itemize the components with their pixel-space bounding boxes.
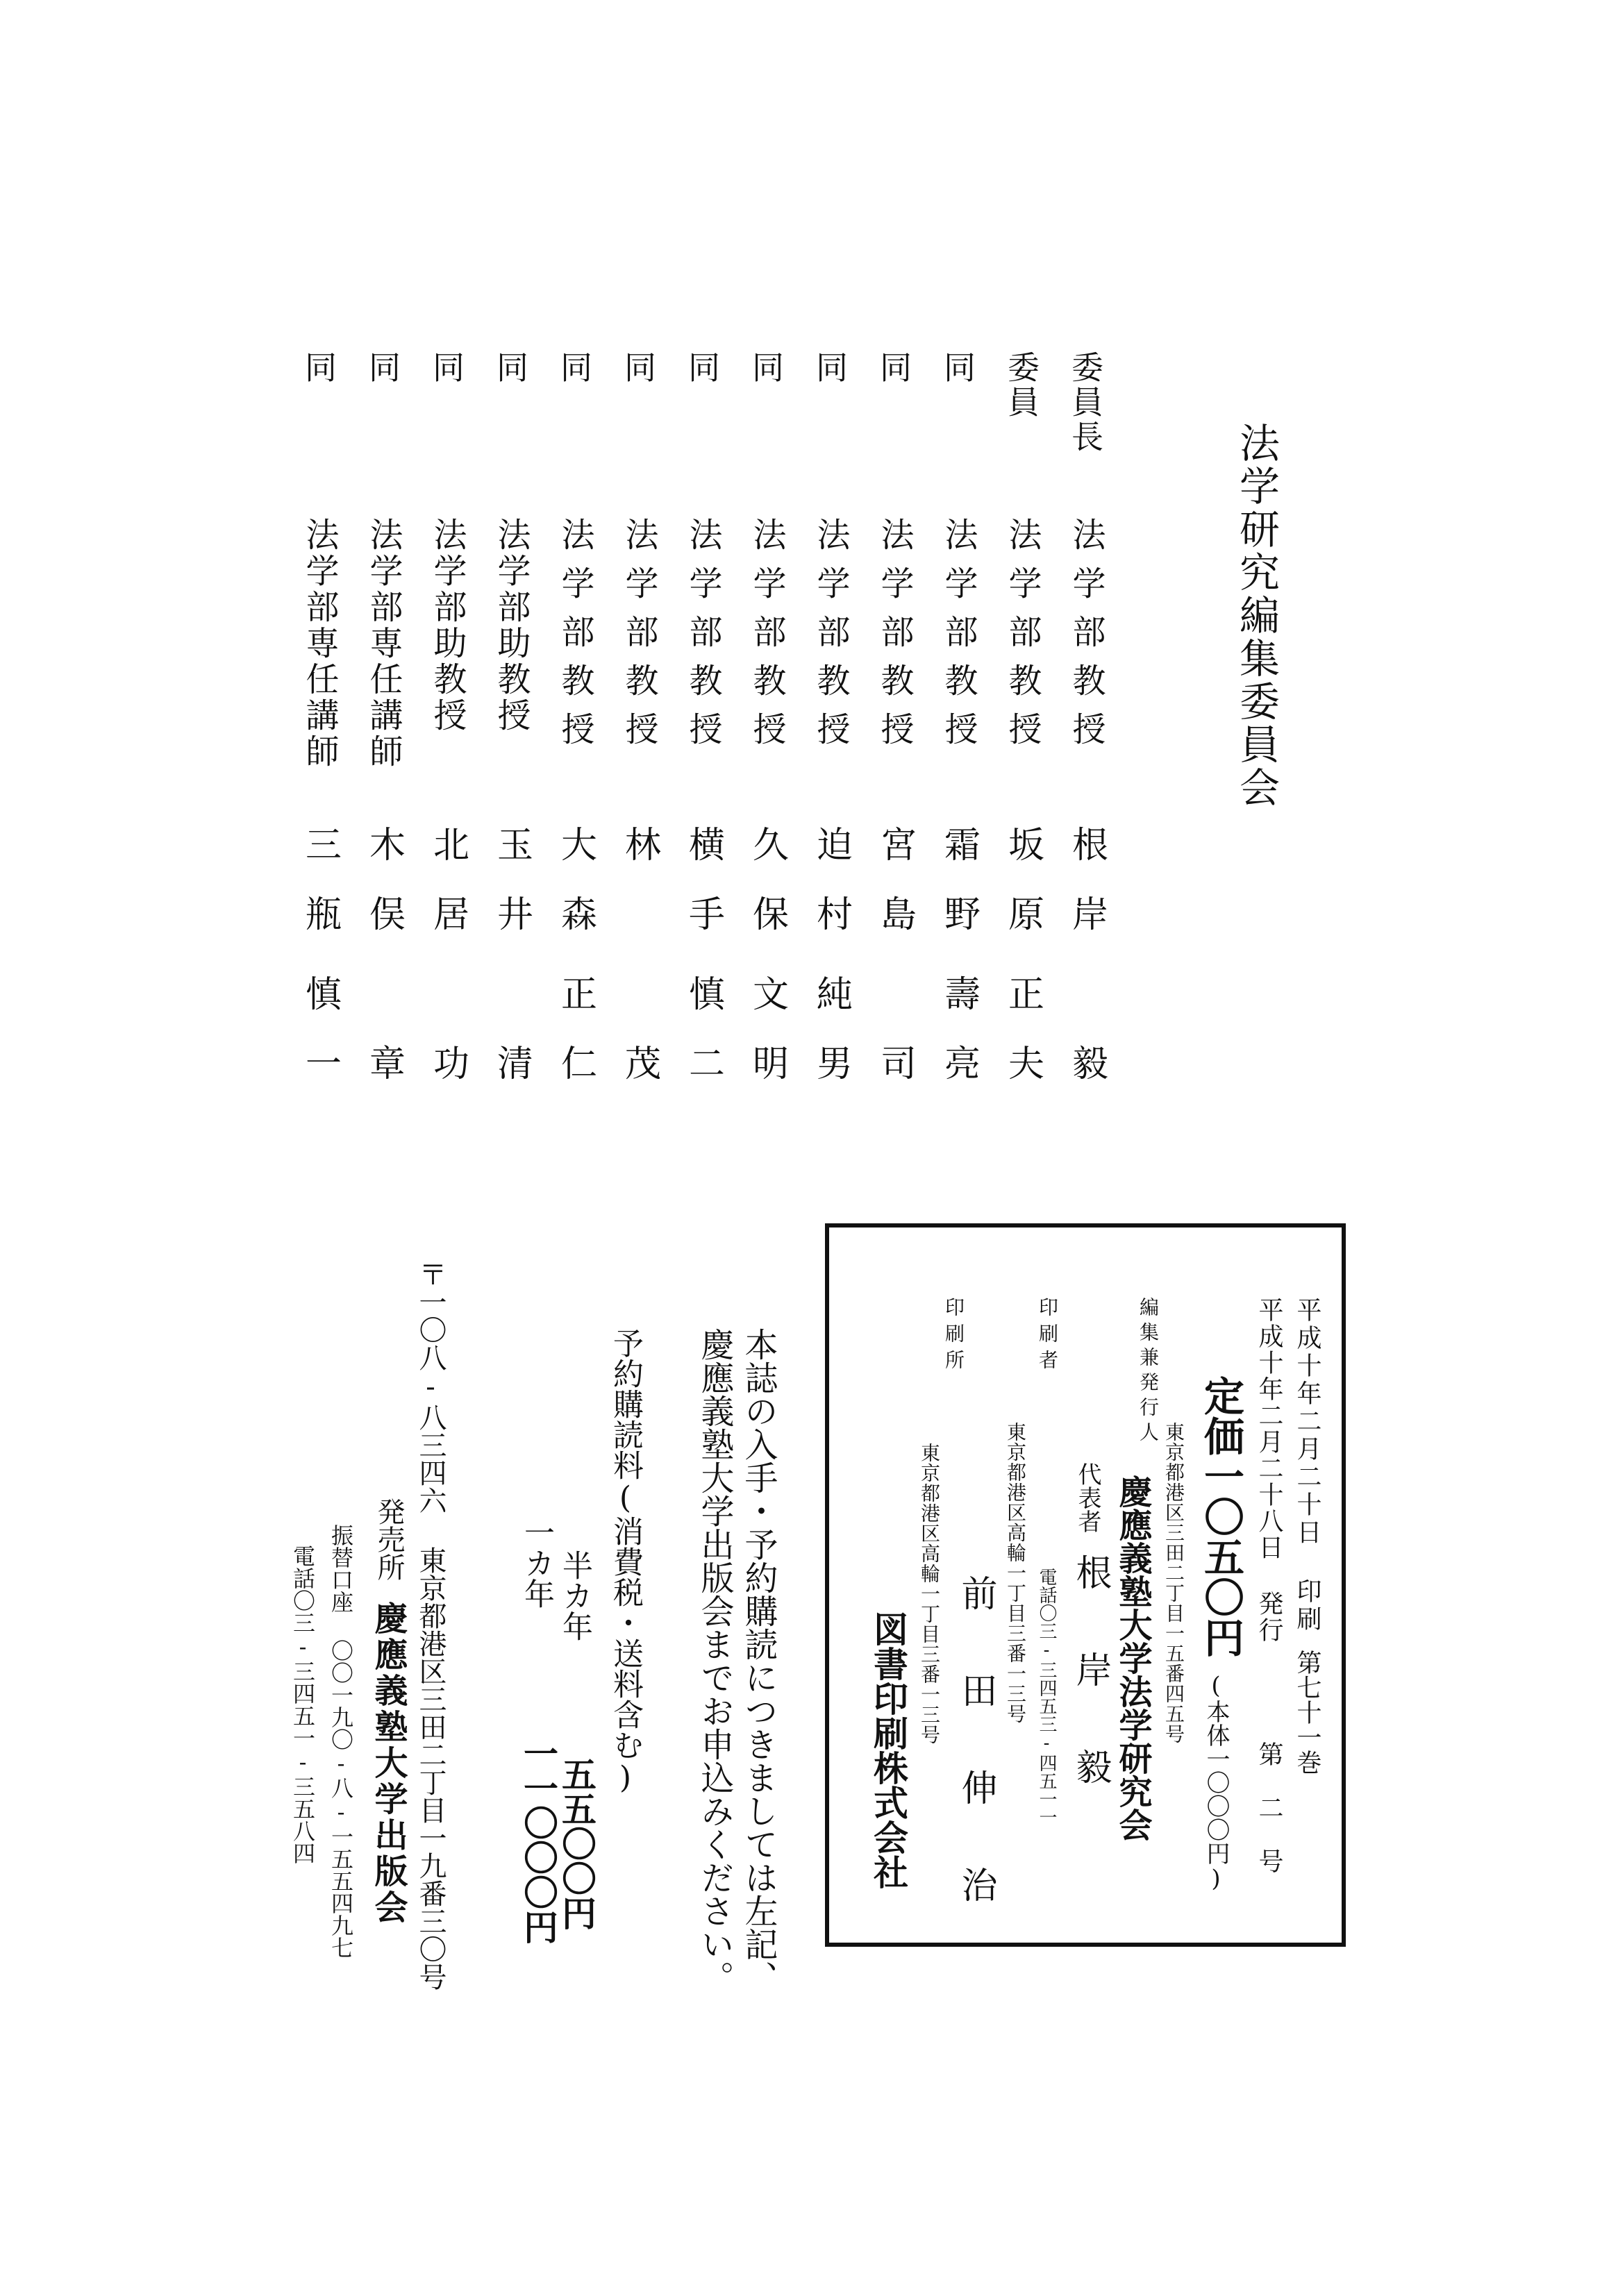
printshop-name: 図書印刷株式会社 — [868, 1611, 909, 1889]
member-name-char: 仁 — [560, 1044, 597, 1085]
member-name-char: 男 — [816, 1044, 853, 1085]
volume: 第七十一巻 — [1293, 1650, 1321, 1775]
member-name-char: 霜 — [944, 825, 981, 866]
subscription-notice-line-2: 慶應義塾大学出版会までお申込みください。 — [695, 1327, 734, 1994]
committee-member — [811, 0, 878, 1085]
member-name-char: 久 — [752, 825, 789, 866]
member-title: 法学部教授 — [619, 517, 658, 760]
committee-title: 法学研究編集委員会 — [1233, 422, 1280, 810]
member-title: 法学部助教授 — [428, 517, 467, 734]
printer-label: 印刷者 — [1036, 1297, 1059, 1376]
member-title: 法学部助教授 — [492, 517, 531, 734]
member-name-char: 明 — [752, 1044, 789, 1085]
member-name-char: 迫 — [816, 825, 853, 866]
half-year-label: 半カ年 — [557, 1550, 592, 1641]
member-title: 法学部教授 — [556, 517, 594, 760]
member-title: 法学部教授 — [939, 517, 978, 760]
committee-member — [683, 0, 750, 1085]
committee-member — [1069, 0, 1133, 1083]
editor-label: 編集兼発行人 — [1137, 1297, 1160, 1447]
printed-date: 平成十年二月二十日 印刷 — [1293, 1297, 1321, 1634]
member-role: 同 — [811, 351, 849, 385]
member-title: 法学部教授 — [1067, 517, 1106, 760]
committee-member — [619, 0, 686, 1085]
member-name-char: 木 — [369, 825, 406, 866]
seller-label: 発売所 — [373, 1498, 405, 1581]
committee-member — [428, 0, 494, 1085]
committee-member — [558, 0, 622, 1083]
member-name-char: 正 — [560, 974, 597, 1016]
member-name-char: 野 — [944, 894, 981, 936]
member-title: 法学部専任講師 — [364, 517, 403, 770]
member-name-char: 大 — [560, 825, 597, 866]
member-role: 同 — [683, 351, 721, 385]
sales-address: 〒一〇八-八三四六 東京都港区三田二丁目一九番三〇号 — [415, 1260, 447, 1991]
member-name-char: 功 — [433, 1044, 469, 1085]
member-role: 同 — [939, 351, 976, 385]
member-name-char: 北 — [433, 825, 469, 866]
member-name-char: 正 — [1008, 974, 1044, 1016]
printshop-label: 印刷所 — [942, 1297, 965, 1376]
member-name-char: 原 — [1008, 894, 1044, 936]
member-name-char: 玉 — [497, 825, 533, 866]
price-note: (本体一〇〇〇円) — [1202, 1672, 1230, 1893]
member-name-char: 亮 — [944, 1044, 981, 1085]
member-name-char: 瓶 — [305, 894, 342, 936]
member-name-char: 居 — [433, 894, 469, 936]
member-name-char: 保 — [752, 894, 789, 936]
member-name-char: 純 — [816, 974, 853, 1016]
member-name-char: 坂 — [1008, 825, 1044, 866]
editor-phone: 電話〇三-三四五三-四五一一 — [1036, 1568, 1057, 1826]
member-name-char: 慎 — [305, 974, 342, 1016]
member-name-char: 村 — [816, 894, 853, 936]
member-role: 委員 — [1003, 351, 1040, 420]
member-name-char: 井 — [497, 894, 533, 936]
member-name-char: 宮 — [880, 825, 917, 866]
rep-label: 代表者 — [1074, 1462, 1101, 1533]
member-name-char: 三 — [305, 825, 342, 866]
committee-member — [494, 0, 558, 1083]
member-name-char: 手 — [688, 894, 725, 936]
transfer-account: 振替口座 〇〇一九〇-八-一五五四九七 — [328, 1524, 354, 1959]
member-role: 委員長 — [1067, 351, 1104, 455]
member-name-char: 毅 — [1071, 1044, 1108, 1085]
colophon-box — [825, 1223, 1346, 1947]
member-role: 同 — [492, 351, 529, 385]
member-name-char: 清 — [497, 1044, 533, 1085]
member-name-char: 茂 — [624, 1044, 661, 1085]
member-name-char: 根 — [1071, 825, 1108, 866]
member-role: 同 — [556, 351, 593, 385]
member-name-char: 森 — [560, 894, 597, 936]
member-role: 同 — [364, 351, 401, 385]
member-name-char: 司 — [880, 1044, 917, 1085]
member-role: 同 — [875, 351, 912, 385]
member-name-char: 壽 — [944, 974, 981, 1016]
member-name-char: 夫 — [1008, 1044, 1044, 1085]
sales-phone: 電話〇三-三四五一-三五八四 — [290, 1545, 316, 1864]
committee-member — [364, 0, 431, 1085]
subscription-fee-label: 予約購読料(消費税・送料含む) — [608, 1327, 643, 1795]
price: 定価一〇五〇円 — [1197, 1375, 1244, 1657]
member-role: 同 — [300, 351, 337, 385]
committee-member — [875, 0, 942, 1085]
member-name-char: 章 — [369, 1044, 406, 1085]
member-title: 法学部教授 — [811, 517, 850, 760]
member-role: 同 — [619, 351, 657, 385]
rep-name: 根 岸 毅 — [1069, 1554, 1111, 1794]
member-name-char: 二 — [688, 1044, 725, 1085]
committee-member — [939, 0, 1006, 1085]
member-title: 法学部教授 — [875, 517, 914, 760]
issued-date: 平成十年二月二十八日 発行 — [1255, 1297, 1283, 1643]
member-role: 同 — [428, 351, 465, 385]
printer-name: 前 田 伸 治 — [955, 1575, 996, 1912]
member-name-char: 慎 — [688, 974, 725, 1016]
editor-org: 慶應義塾大学法学研究会 — [1113, 1475, 1152, 1841]
printshop-address: 東京都港区高輪一丁目三番一三号 — [918, 1443, 941, 1745]
member-name-char: 俣 — [369, 894, 406, 936]
member-title: 法学部専任講師 — [300, 517, 339, 770]
member-role: 同 — [747, 351, 785, 385]
committee-member — [747, 0, 814, 1085]
editor-address: 東京都港区三田二丁目一五番四五号 — [1162, 1422, 1185, 1744]
number: 第 二 号 — [1255, 1741, 1283, 1873]
member-title: 法学部教授 — [747, 517, 786, 760]
committee-member — [1003, 0, 1069, 1085]
member-name-char: 島 — [880, 894, 917, 936]
printer-address: 東京都港区高輪一丁目三番一三号 — [1004, 1422, 1027, 1724]
seller-name: 慶應義塾大学出版会 — [369, 1601, 408, 1926]
member-title: 法学部教授 — [1003, 517, 1042, 760]
member-name-char: 林 — [624, 825, 661, 866]
full-year-label: 一カ年 — [519, 1517, 554, 1609]
half-year-price: 五五〇〇円 — [556, 1757, 597, 1930]
subscription-notice-line-1: 本誌の入手・予約購読につきましては左記、 — [739, 1327, 778, 1994]
member-title: 法学部教授 — [683, 517, 722, 760]
full-year-price: 一一〇〇〇円 — [518, 1736, 559, 1944]
member-name-char: 横 — [688, 825, 725, 866]
committee-member — [300, 0, 367, 1085]
member-name-char: 一 — [305, 1044, 342, 1085]
member-name-char: 文 — [752, 974, 789, 1016]
member-name-char: 岸 — [1071, 894, 1108, 936]
